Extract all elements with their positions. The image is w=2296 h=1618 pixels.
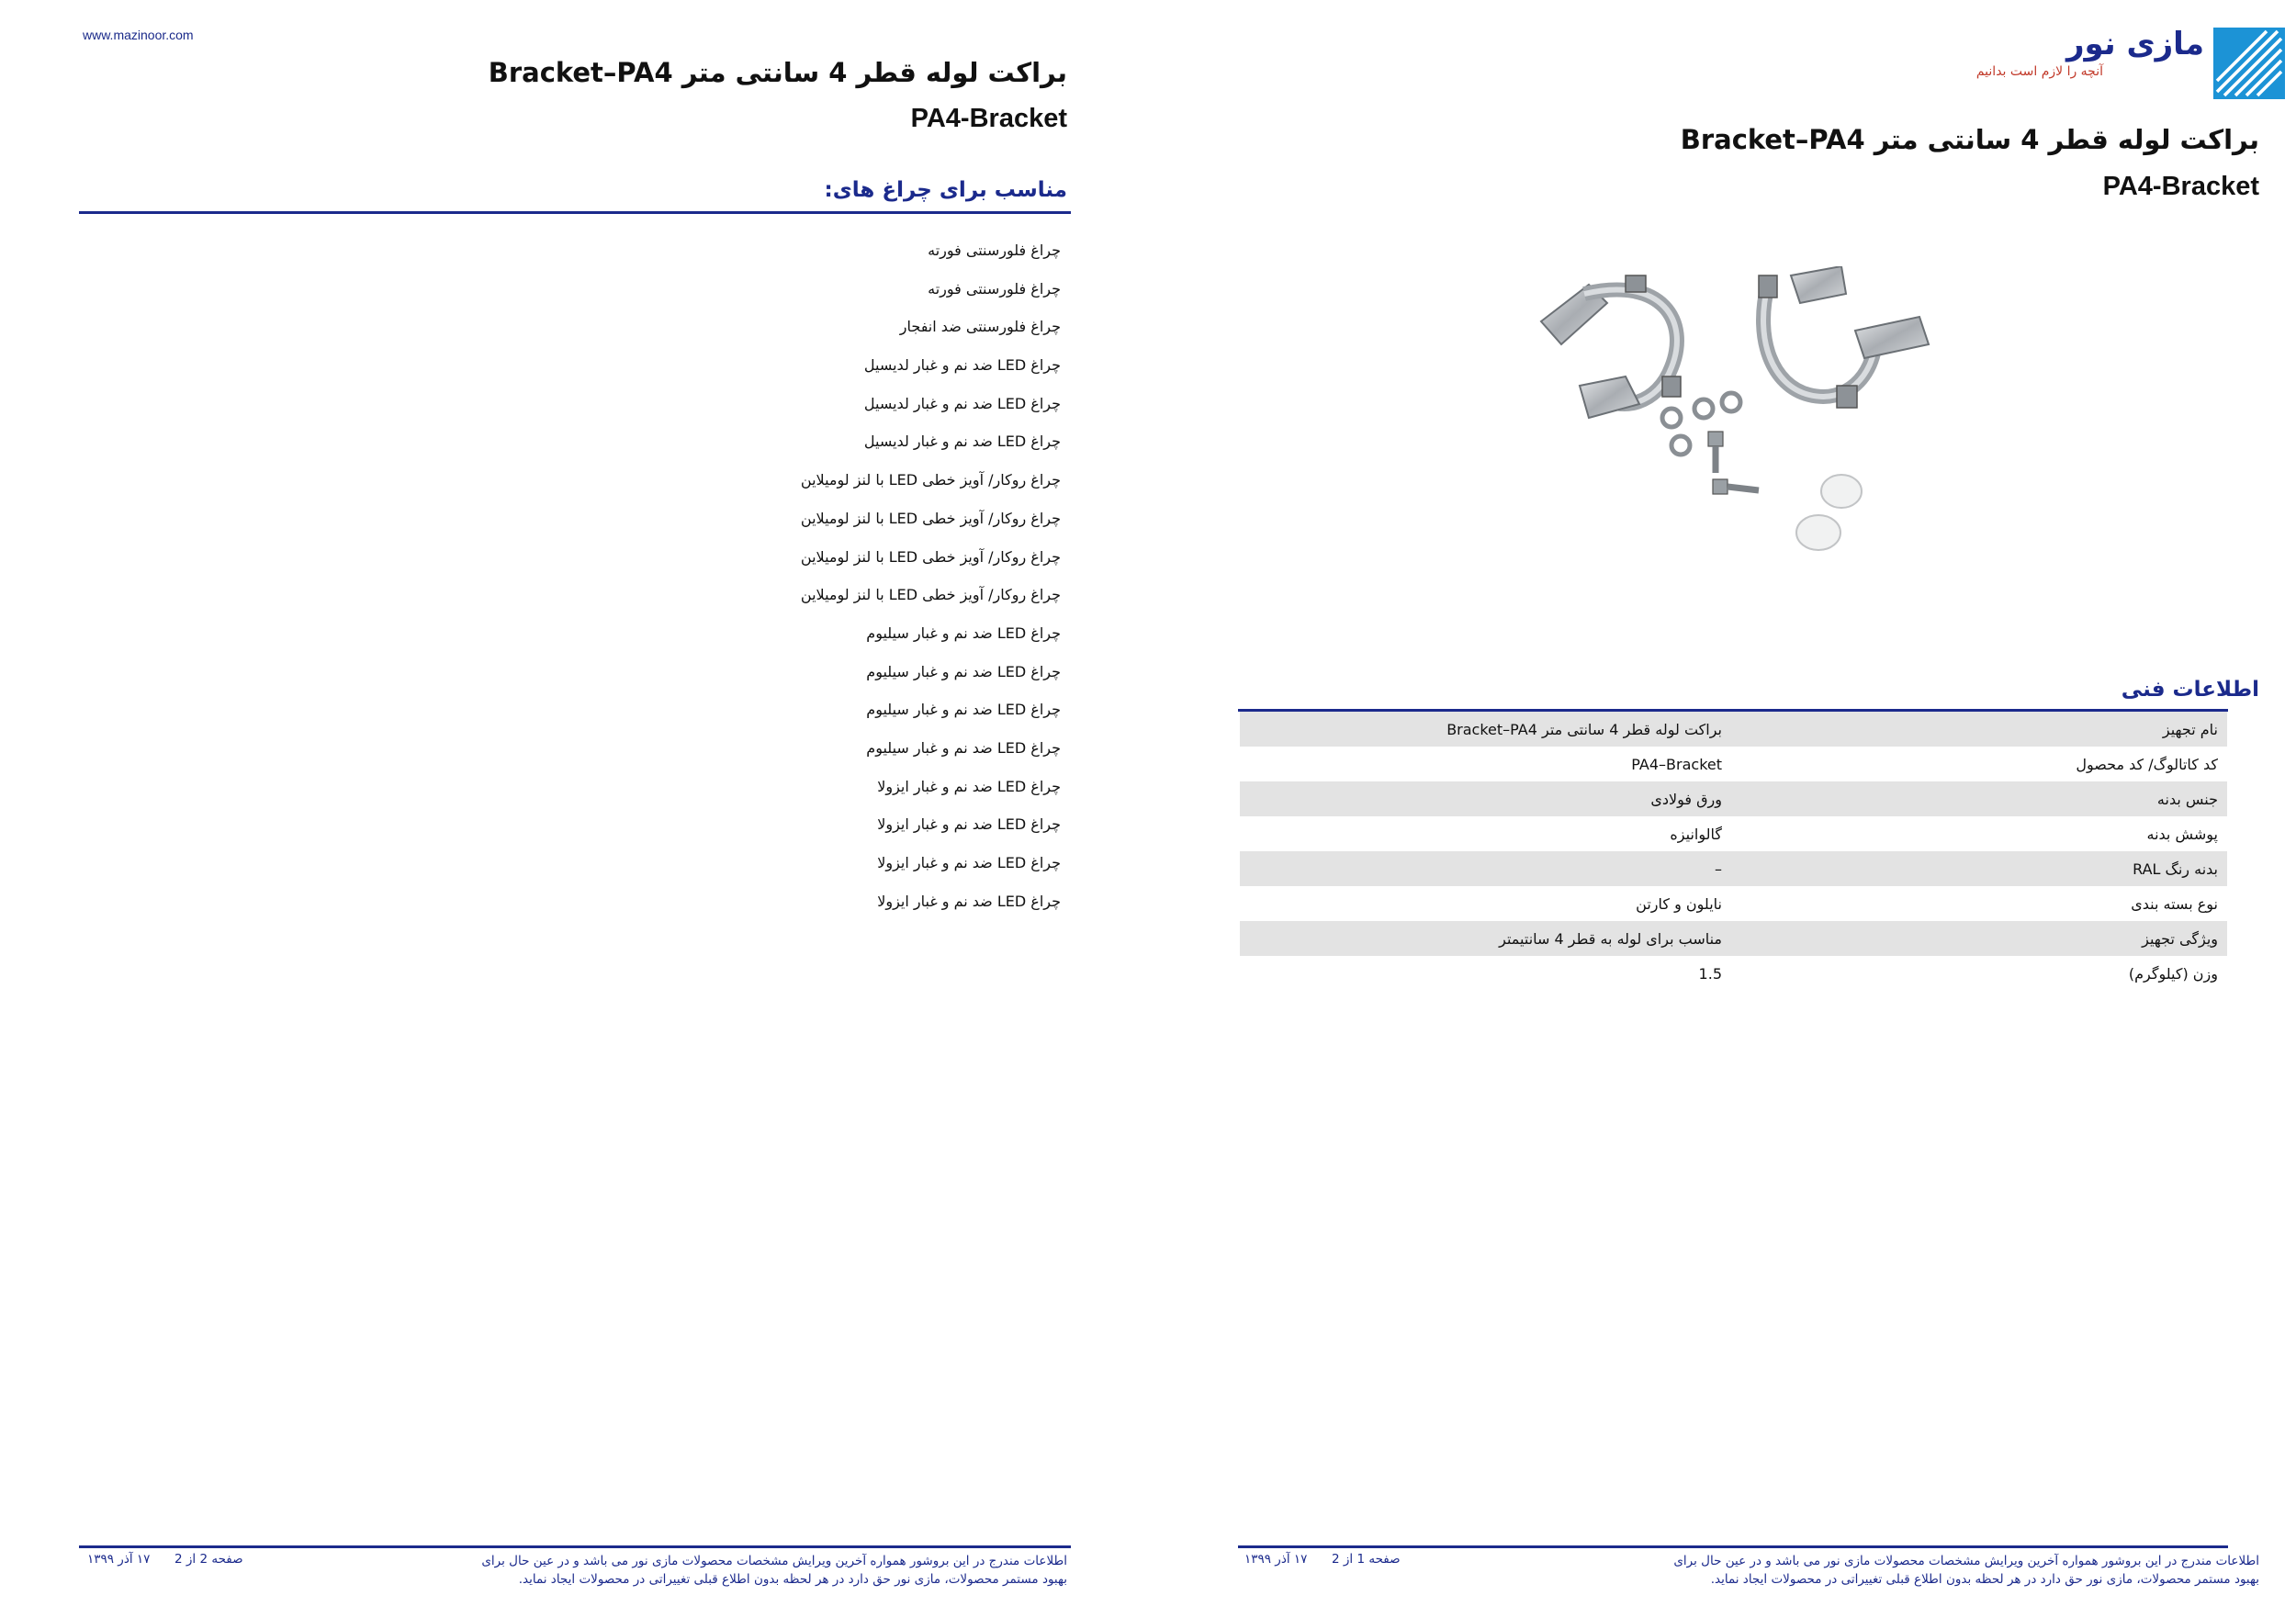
list-item: چراغ روکار/ آویز خطی LED با لنز لومیلاین — [800, 547, 1061, 566]
spec-key: ویژگی تجهیز — [1731, 921, 2227, 956]
table-row — [1240, 712, 2227, 747]
suitable-for-heading: مناسب برای چراغ های: — [824, 178, 1067, 202]
spec-value: براکت لوله قطر 4 سانتی متر Bracket–PA4 — [1240, 712, 1731, 747]
mazinoor-logo — [1947, 18, 2287, 101]
list-item: چراغ LED ضد نم و غبار لدیسیل — [863, 394, 1061, 412]
list-item: چراغ LED ضد نم و غبار سیلیوم — [866, 701, 1061, 719]
spec-key: کد کاتالوگ/ کد محصول — [2076, 755, 2218, 773]
list-item: چراغ فلورسنتی ضد انفجار — [899, 318, 1061, 336]
logo-mark-icon — [2213, 28, 2285, 99]
table-row — [1240, 956, 2227, 991]
table-row — [1240, 781, 2227, 816]
logo-wordmark: مازی نور — [2065, 26, 2204, 62]
spec-value: گالوانیزه — [1670, 825, 1722, 843]
compatible-lamps-list — [801, 237, 1061, 926]
footer-divider — [79, 1545, 1071, 1548]
spec-value: – — [1240, 851, 1731, 886]
website-url[interactable]: www.mazinoor.com — [83, 28, 194, 42]
footer-divider — [1238, 1545, 2228, 1548]
spec-key: نام تجهیز — [1731, 712, 2227, 747]
technical-info-heading: اطلاعات فنی — [2121, 678, 2259, 702]
spec-key: وزن (کیلوگرم) — [2128, 964, 2218, 983]
list-item: چراغ LED ضد نم و غبار ایزولا — [877, 815, 1061, 834]
footer-disclaimer: اطلاعات مندرج در این بروشور همواره آخرین ویرایش مشخصات محصولات مازی نور می باشد و در عین حال برای بهبود مستمر محصولات، مازی نور حق دارد در هر لحظه بدون اطلاع قبلی تغییراتی در محصولات ایجاد نماید. — [1673, 1554, 2259, 1587]
list-item: چراغ فلورسنتی فورته — [928, 242, 1061, 259]
spec-key: بدنه رنگ RAL — [1731, 851, 2227, 886]
list-item: چراغ LED ضد نم و غبار سیلیوم — [866, 662, 1061, 680]
product-title-fa: براکت لوله قطر 4 سانتی متر Bracket–PA4 — [1680, 124, 2259, 155]
list-item: چراغ LED ضد نم و غبار ایزولا — [877, 777, 1061, 795]
section-divider — [79, 211, 1071, 214]
product-title-fa: براکت لوله قطر 4 سانتی متر Bracket–PA4 — [488, 57, 1067, 88]
list-item: چراغ LED ضد نم و غبار سیلیوم — [866, 738, 1061, 757]
list-item: چراغ LED ضد نم و غبار لدیسیل — [863, 433, 1061, 451]
spec-key: جنس بدنه — [1731, 781, 2227, 816]
list-item: چراغ LED ضد نم و غبار ایزولا — [877, 854, 1061, 871]
logo-tagline: آنچه را لازم است بدانیم — [1975, 64, 2103, 79]
table-row — [1240, 851, 2227, 886]
list-item: چراغ روکار/ آویز خطی LED با لنز لومیلاین — [800, 471, 1061, 489]
footer-date: ۱۷ آذر ۱۳۹۹ — [87, 1552, 151, 1567]
table-row — [1240, 886, 2227, 921]
page-number: صفحه 2 از 2 — [174, 1552, 243, 1567]
table-row — [1240, 816, 2227, 851]
list-item: چراغ LED ضد نم و غبار ایزولا — [877, 892, 1061, 910]
list-item: چراغ LED ضد نم و غبار سیلیوم — [866, 624, 1061, 642]
product-title-en: PA4-Bracket — [2102, 172, 2259, 201]
table-row — [1240, 921, 2227, 956]
spec-value: نایلون و کارتن — [1636, 894, 1722, 913]
spec-value: PA4–Bracket — [1631, 755, 1722, 773]
product-title-en: PA4-Bracket — [910, 104, 1067, 133]
footer-date: ۱۷ آذر ۱۳۹۹ — [1244, 1552, 1308, 1567]
table-row — [1240, 747, 2227, 781]
list-item: چراغ فلورسنتی فورته — [928, 279, 1061, 298]
list-item: چراغ روکار/ آویز خطی LED با لنز لومیلاین — [800, 586, 1061, 604]
spec-key: نوع بسته بندی — [2131, 894, 2218, 913]
spec-value: 1.5 — [1698, 964, 1722, 983]
list-item: چراغ LED ضد نم و غبار لدیسیل — [863, 356, 1061, 375]
page-number: صفحه 1 از 2 — [1332, 1552, 1401, 1567]
spec-value: مناسب برای لوله به قطر 4 سانتیمتر — [1240, 921, 1731, 956]
footer-disclaimer: اطلاعات مندرج در این بروشور همواره آخرین ویرایش مشخصات محصولات مازی نور می باشد و در عین حال برای بهبود مستمر محصولات، مازی نور حق دارد در هر لحظه بدون اطلاع قبلی تغییراتی در محصولات ایجاد نماید. — [481, 1554, 1067, 1587]
spec-value: ورق فولادی — [1240, 781, 1731, 816]
spec-key: پوشش بدنه — [2146, 825, 2218, 843]
list-item: چراغ روکار/ آویز خطی LED با لنز لومیلاین — [800, 509, 1061, 527]
bracket-product-image — [1534, 266, 1938, 569]
page-1 — [1148, 0, 2296, 1618]
technical-specs-table — [1240, 712, 2227, 991]
